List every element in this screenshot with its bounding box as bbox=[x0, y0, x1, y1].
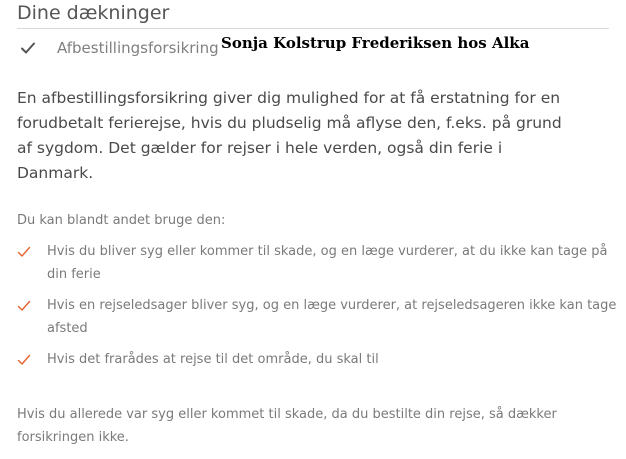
footnote: Hvis du allerede var syg eller kommet til skade, da du bestilte din rejse, så dækker forsikringen ikke. bbox=[17, 407, 557, 445]
coverage-item[interactable] bbox=[20, 38, 219, 58]
list-item-text: Hvis en rejseledsager bliver syg, og en læge vurderer, at rejseledsageren ikke kan tage afsted bbox=[47, 298, 617, 336]
check-icon bbox=[17, 244, 31, 258]
list-item bbox=[17, 348, 617, 371]
uses-list bbox=[17, 240, 617, 379]
list-item-text: Hvis det frarådes at rejse til det område, du skal til bbox=[47, 352, 379, 367]
list-item bbox=[17, 240, 617, 286]
list-item bbox=[17, 294, 617, 340]
check-icon bbox=[17, 298, 31, 312]
title-divider bbox=[17, 28, 609, 29]
list-item-text: Hvis du bliver syg eller kommer til skade, og en læge vurderer, at du ikke kan tage på din ferie bbox=[47, 244, 608, 282]
uses-heading: Du kan blandt andet bruge den: bbox=[17, 213, 226, 228]
section-title: Dine dækninger bbox=[17, 2, 170, 24]
coverage-label: Afbestillingsforsikring bbox=[57, 39, 219, 57]
check-icon bbox=[20, 40, 36, 56]
intro-text: En afbestillingsforsikring giver dig mulighed for at få erstatning for en forudbetalt ferierejse, hvis du pludselig må aflyse den, f.eks. på grund af sygdom. Det gælder for rejser i hele verden, også din ferie i Danmark. bbox=[17, 89, 562, 182]
overlay-caption: Sonja Kolstrup Frederiksen hos Alka bbox=[221, 34, 530, 52]
check-icon bbox=[17, 352, 31, 366]
